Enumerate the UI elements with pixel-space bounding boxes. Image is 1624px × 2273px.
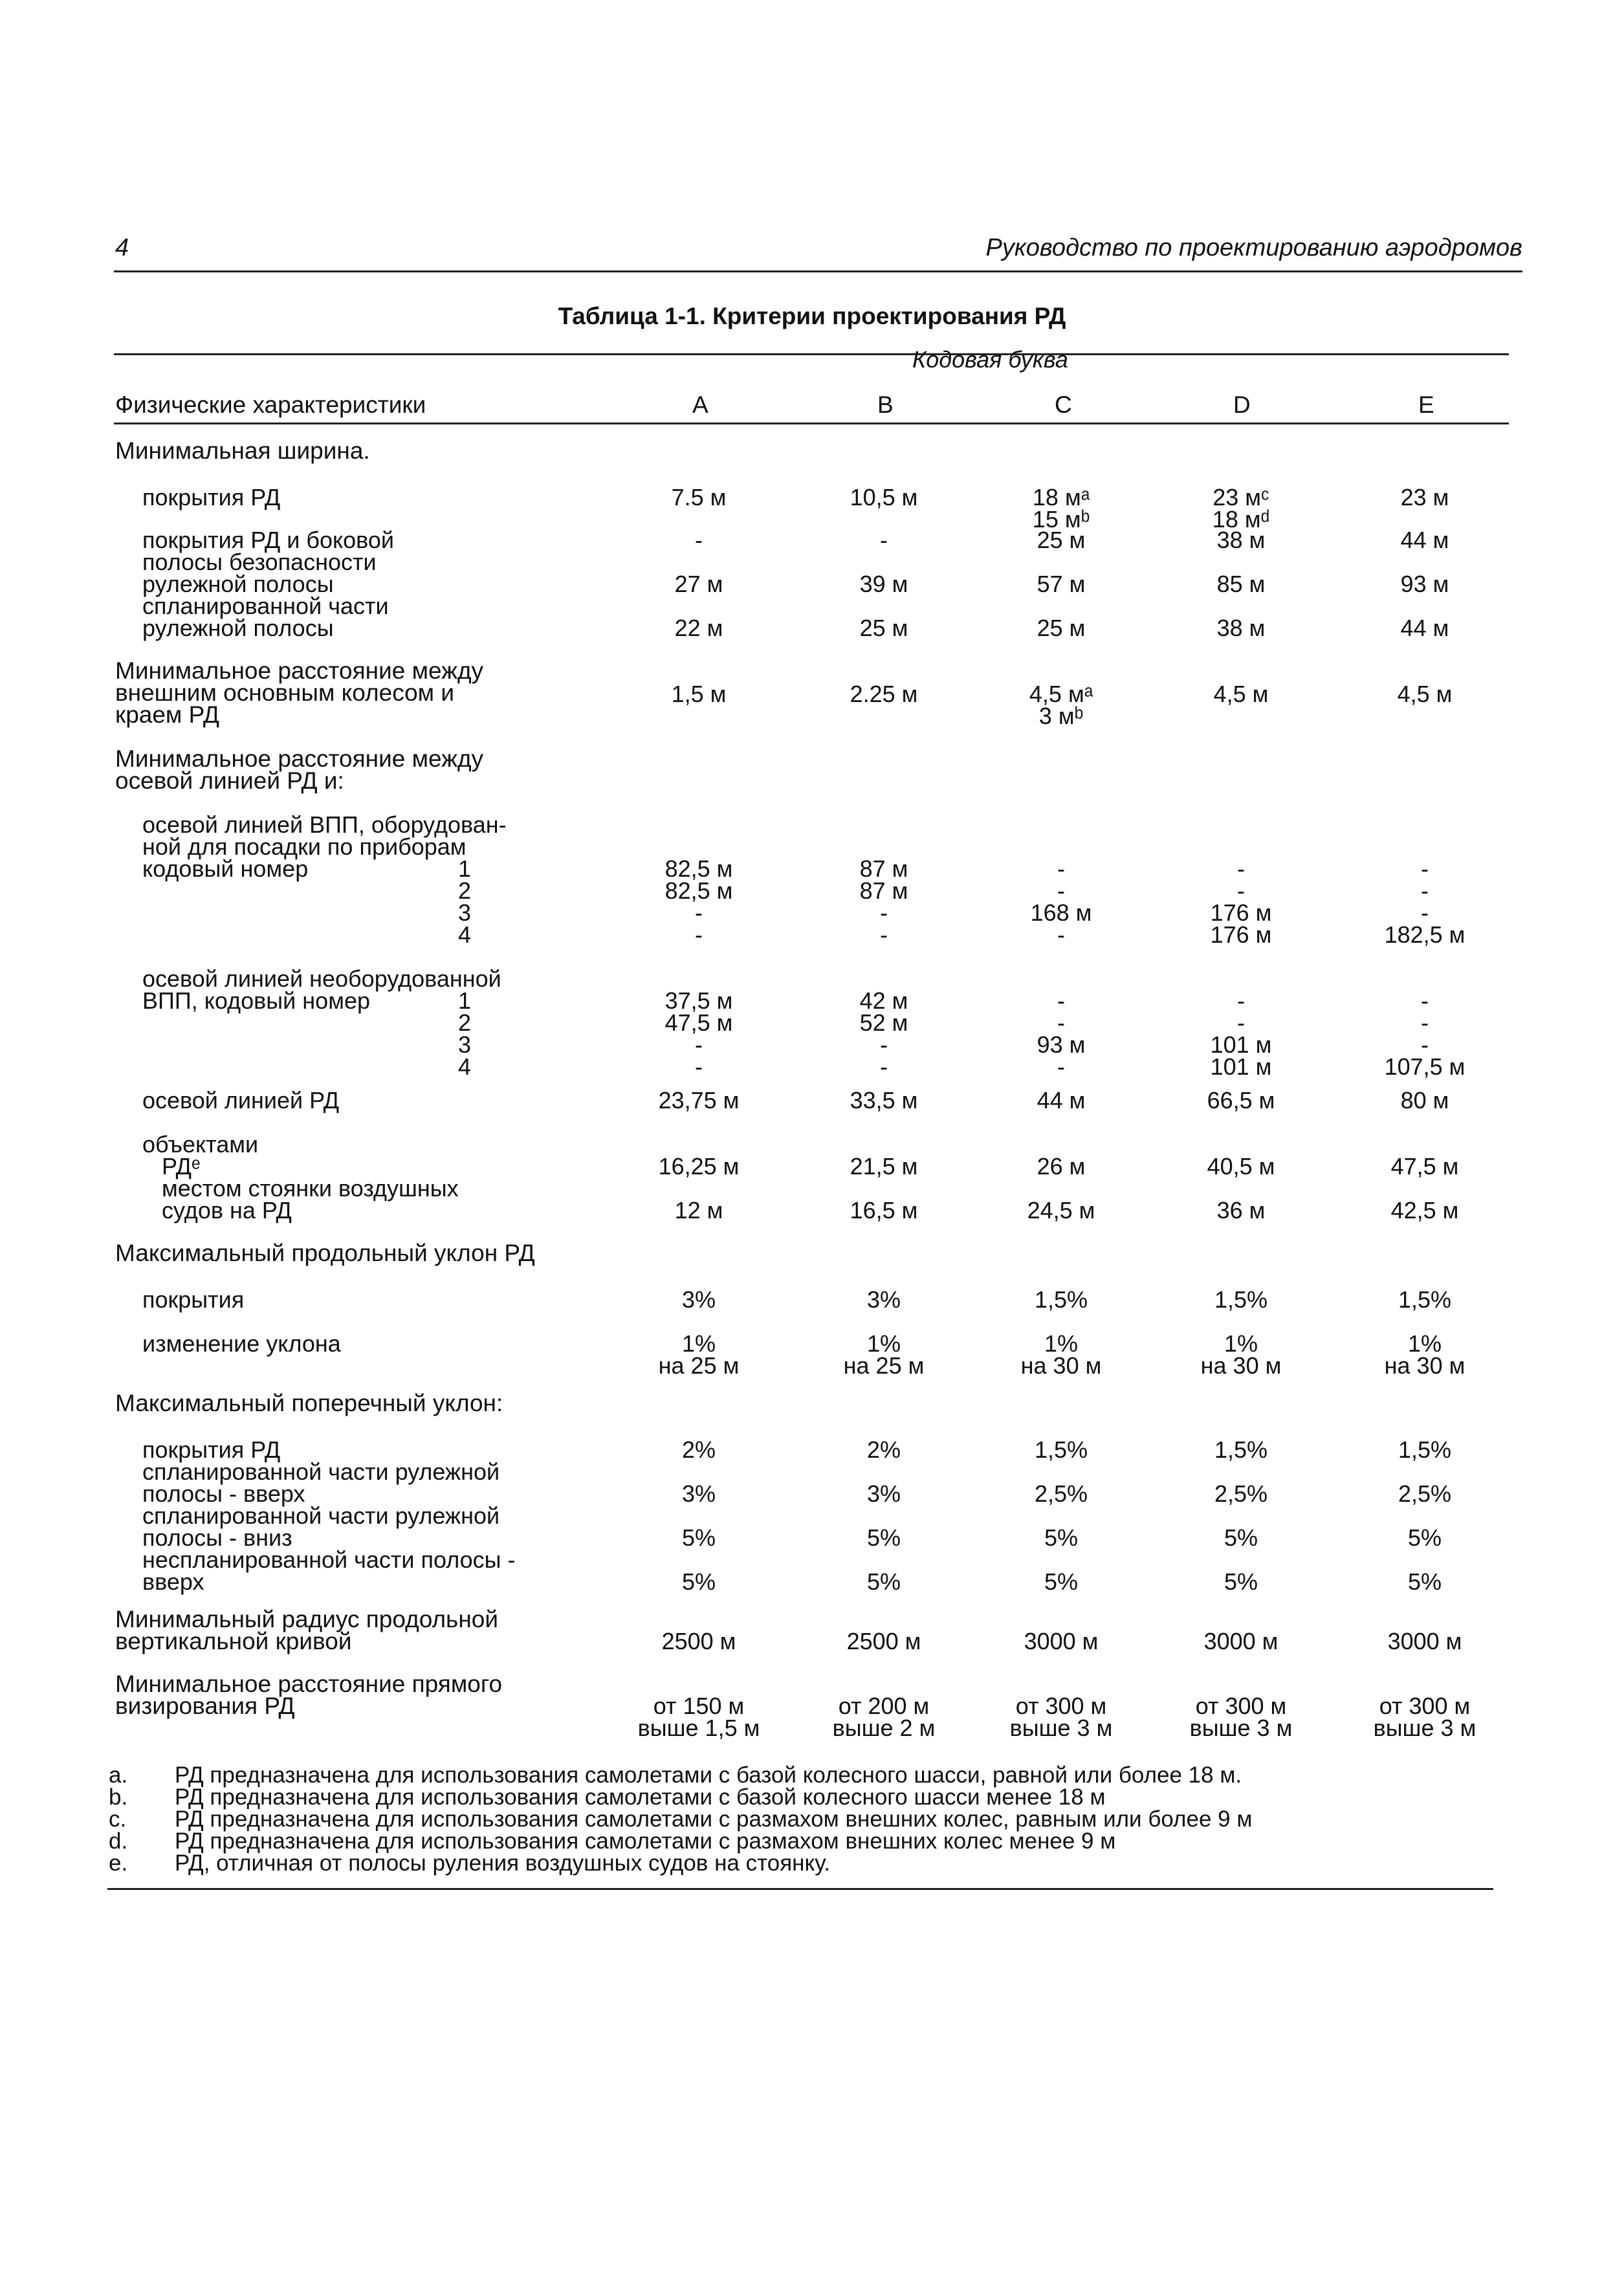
row-label-objects: объектами РДᵉ (142, 1131, 259, 1180)
cell-longitudinal-pavement-d: 1,5% (1214, 1286, 1268, 1313)
row-label-sight-distance: Минимальное расстояние прямого визирования РД (115, 1671, 503, 1719)
cell-strip-b: 39 м (859, 571, 908, 597)
cell-slope-change-b: 1% на 25 м (843, 1330, 925, 1379)
row-label-instrument-runway: осевой линией ВПП, оборудован- ной для посадки по приборам кодовый номер (142, 811, 507, 882)
footnote (109, 1852, 1252, 1874)
cell-ungraded-up-a: 5% (681, 1568, 716, 1595)
cell-strip-a: 27 м (674, 571, 723, 597)
row-label-strip: рулежной полосы спланированной части (142, 571, 389, 619)
column-header-d: D (1233, 391, 1251, 418)
cell-objects-e: 47,5 м (1390, 1153, 1459, 1180)
table-title: Таблица 1-1. Критерии проектирования РД (558, 303, 1066, 329)
cell-taxiway-centerline-e: 80 м (1400, 1087, 1449, 1114)
cell-graded-up-a: 3% (681, 1480, 716, 1507)
footnote-key: a. (109, 1762, 128, 1788)
footnote (109, 1764, 1252, 1786)
cell-objects-b: 21,5 м (850, 1153, 918, 1180)
cell-noninstrument-runway-d: - - 101 м 101 м (1210, 987, 1272, 1080)
cell-strip-d: 85 м (1216, 571, 1266, 597)
row-label-graded-strip: рулежной полосы (142, 615, 334, 641)
cell-aircraft-stand-c: 24,5 м (1027, 1197, 1095, 1224)
cell-sight-distance-a: от 150 м выше 1,5 м (637, 1693, 760, 1741)
cell-noninstrument-runway-c: - - 93 м - (1037, 987, 1086, 1080)
cell-vertical-curve-d: 3000 м (1203, 1628, 1278, 1654)
cell-pavement-shoulder-e: 44 м (1400, 527, 1449, 553)
code-numbers-instrument: 1 2 3 4 (458, 855, 472, 948)
cell-wheel-clearance-c: 4,5 мᵃ 3 мᵇ (1029, 681, 1093, 729)
code-letter-label: Кодовая буква (912, 346, 1068, 373)
cell-longitudinal-pavement-b: 3% (866, 1286, 901, 1313)
cell-instrument-runway-c: - - 168 м - (1030, 855, 1092, 948)
cell-ungraded-up-c: 5% (1044, 1568, 1079, 1595)
cell-wheel-clearance-e: 4,5 м (1397, 681, 1453, 707)
cell-sight-distance-b: от 200 м выше 2 м (832, 1693, 936, 1741)
cell-wheel-clearance-a: 1,5 м (671, 681, 727, 707)
cell-sight-distance-d: от 300 м выше 3 м (1189, 1693, 1293, 1741)
cell-longitudinal-pavement-e: 1,5% (1398, 1286, 1452, 1313)
table-header-rule (114, 423, 1509, 424)
cell-longitudinal-pavement-c: 1,5% (1034, 1286, 1088, 1313)
row-label-ungraded-up: неспланированной части полосы - вверх (142, 1546, 516, 1595)
cell-pavement-shoulder-b: - (880, 527, 888, 553)
cell-noninstrument-runway-e: - - - 107,5 м (1384, 987, 1465, 1080)
row-label-graded-down: спланированной части рулежной полосы - вниз (142, 1502, 500, 1551)
cell-sight-distance-c: от 300 м выше 3 м (1009, 1693, 1113, 1741)
cell-graded-strip-c: 25 м (1037, 615, 1086, 641)
footnotes (109, 1764, 1252, 1874)
cell-graded-down-c: 5% (1044, 1524, 1079, 1551)
table-top-rule (114, 353, 1509, 355)
cell-graded-up-b: 3% (866, 1480, 901, 1507)
cell-longitudinal-pavement-a: 3% (681, 1286, 716, 1313)
header-rule (114, 270, 1522, 272)
footnote-key: b. (109, 1784, 128, 1810)
table-bottom-rule (107, 1888, 1493, 1890)
cell-pavement-shoulder-c: 25 м (1037, 527, 1086, 553)
cell-vertical-curve-b: 2500 м (846, 1628, 921, 1654)
cell-taxiway-centerline-d: 66,5 м (1207, 1087, 1275, 1114)
page-number: 4 (115, 234, 129, 261)
cell-graded-up-c: 2,5% (1034, 1480, 1088, 1507)
cell-slope-change-c: 1% на 30 м (1020, 1330, 1102, 1379)
cell-pavement-shoulder-d: 38 м (1216, 527, 1266, 553)
cell-instrument-runway-a: 82,5 м 82,5 м - - (664, 855, 733, 948)
row-label-taxiway-centerline: осевой линией РД (142, 1087, 340, 1114)
cell-vertical-curve-e: 3000 м (1387, 1628, 1462, 1654)
cell-ungraded-up-d: 5% (1223, 1568, 1258, 1595)
row-label-noninstrument-runway: осевой линией необорудованной ВПП, кодовый номер (142, 965, 501, 1014)
cell-graded-strip-d: 38 м (1216, 615, 1266, 641)
cell-ungraded-up-e: 5% (1407, 1568, 1442, 1595)
cell-noninstrument-runway-a: 37,5 м 47,5 м - - (664, 987, 733, 1080)
cell-graded-up-d: 2,5% (1214, 1480, 1268, 1507)
cell-instrument-runway-e: - - - 182,5 м (1384, 855, 1465, 948)
cell-graded-up-e: 2,5% (1398, 1480, 1452, 1507)
cell-noninstrument-runway-b: 42 м 52 м - - (859, 987, 908, 1080)
cell-instrument-runway-b: 87 м 87 м - - (859, 855, 908, 948)
cell-aircraft-stand-d: 36 м (1216, 1197, 1266, 1224)
section-transverse-slope: Максимальный поперечный уклон: (115, 1390, 503, 1416)
cell-objects-a: 16,25 м (658, 1153, 740, 1180)
footnote (109, 1786, 1252, 1808)
code-numbers-noninstrument: 1 2 3 4 (458, 987, 472, 1080)
row-label-aircraft-stand: местом стоянки воздушных судов на РД (162, 1175, 459, 1224)
cell-graded-strip-b: 25 м (859, 615, 908, 641)
row-label-vertical-curve: Минимальный радиус продольной вертикальной кривой (115, 1606, 498, 1654)
row-label-pavement-shoulder: покрытия РД и боковой полосы безопасности (142, 527, 395, 575)
footnote-key: c. (109, 1806, 127, 1832)
cell-sight-distance-e: от 300 м выше 3 м (1373, 1693, 1476, 1741)
footnote-key: d. (109, 1828, 128, 1854)
footnote-text: РД, отличная от полосы руления воздушных судов на стоянку. (175, 1850, 830, 1876)
column-header-a: A (692, 391, 708, 418)
cell-slope-change-d: 1% на 30 м (1200, 1330, 1282, 1379)
cell-taxiway-centerline-a: 23,75 м (658, 1087, 740, 1114)
footnote-text: РД предназначена для использования самолетами с базой колесного шасси, равной или более 18 м. (175, 1762, 1242, 1788)
column-header-e: E (1418, 391, 1434, 418)
row-label-slope-change: изменение уклона (142, 1330, 341, 1357)
row-label-pavement: покрытия РД (142, 484, 281, 511)
cell-transverse-pavement-a: 2% (681, 1436, 716, 1463)
cell-aircraft-stand-e: 42,5 м (1390, 1197, 1459, 1224)
cell-transverse-pavement-c: 1,5% (1034, 1436, 1088, 1463)
column-header-characteristics: Физические характеристики (115, 391, 426, 418)
cell-transverse-pavement-d: 1,5% (1214, 1436, 1268, 1463)
running-title: Руководство по проектированию аэродромов (985, 234, 1522, 261)
cell-graded-strip-a: 22 м (674, 615, 723, 641)
cell-transverse-pavement-e: 1,5% (1398, 1436, 1452, 1463)
cell-slope-change-a: 1% на 25 м (658, 1330, 740, 1379)
footnote-text: РД предназначена для использования самолетами с базой колесного шасси менее 18 м (175, 1784, 1106, 1810)
cell-aircraft-stand-a: 12 м (674, 1197, 723, 1224)
footnote (109, 1830, 1252, 1852)
cell-objects-d: 40,5 м (1207, 1153, 1275, 1180)
cell-pavement-e: 23 м (1400, 484, 1449, 511)
cell-graded-strip-e: 44 м (1400, 615, 1449, 641)
column-header-b: B (877, 391, 894, 418)
column-header-c: C (1055, 391, 1072, 418)
footnote-text: РД предназначена для использования самолетами с размахом внешних колес менее 9 м (175, 1828, 1116, 1854)
cell-pavement-a: 7.5 м (671, 484, 727, 511)
footnote-key: e. (109, 1850, 128, 1876)
cell-transverse-pavement-b: 2% (866, 1436, 901, 1463)
cell-graded-down-e: 5% (1407, 1524, 1442, 1551)
cell-wheel-clearance-b: 2.25 м (850, 681, 918, 707)
cell-vertical-curve-a: 2500 м (661, 1628, 736, 1654)
cell-strip-e: 93 м (1400, 571, 1449, 597)
row-label-graded-up: спланированной части рулежной полосы - вверх (142, 1458, 500, 1507)
cell-slope-change-e: 1% на 30 м (1384, 1330, 1465, 1379)
footnote (109, 1808, 1252, 1830)
cell-objects-c: 26 м (1037, 1153, 1086, 1180)
row-label-wheel-clearance: Минимальное расстояние между внешним основным колесом и краем РД (115, 657, 484, 728)
section-min-width: Минимальная ширина. (115, 437, 370, 464)
row-label-transverse-pavement: покрытия РД (142, 1436, 281, 1463)
cell-vertical-curve-c: 3000 м (1024, 1628, 1099, 1654)
cell-pavement-d: 23 мᶜ 18 мᵈ (1212, 484, 1270, 533)
cell-graded-down-b: 5% (866, 1524, 901, 1551)
cell-taxiway-centerline-b: 33,5 м (850, 1087, 918, 1114)
cell-taxiway-centerline-c: 44 м (1037, 1087, 1086, 1114)
cell-pavement-shoulder-a: - (695, 527, 703, 553)
cell-strip-c: 57 м (1037, 571, 1086, 597)
section-separation: Минимальное расстояние между осевой линией РД и: (115, 745, 484, 794)
cell-ungraded-up-b: 5% (866, 1568, 901, 1595)
row-label-longitudinal-pavement: покрытия (142, 1286, 245, 1313)
cell-aircraft-stand-b: 16,5 м (850, 1197, 918, 1224)
cell-pavement-c: 18 мᵃ 15 мᵇ (1032, 484, 1090, 533)
cell-pavement-b: 10,5 м (850, 484, 918, 511)
cell-instrument-runway-d: - - 176 м 176 м (1210, 855, 1272, 948)
footnote-text: РД предназначена для использования самолетами с размахом внешних колес, равным или более 9 м (175, 1806, 1253, 1832)
cell-wheel-clearance-d: 4,5 м (1213, 681, 1269, 707)
section-longitudinal-slope: Максимальный продольный уклон РД (115, 1240, 535, 1266)
cell-graded-down-a: 5% (681, 1524, 716, 1551)
cell-graded-down-d: 5% (1223, 1524, 1258, 1551)
